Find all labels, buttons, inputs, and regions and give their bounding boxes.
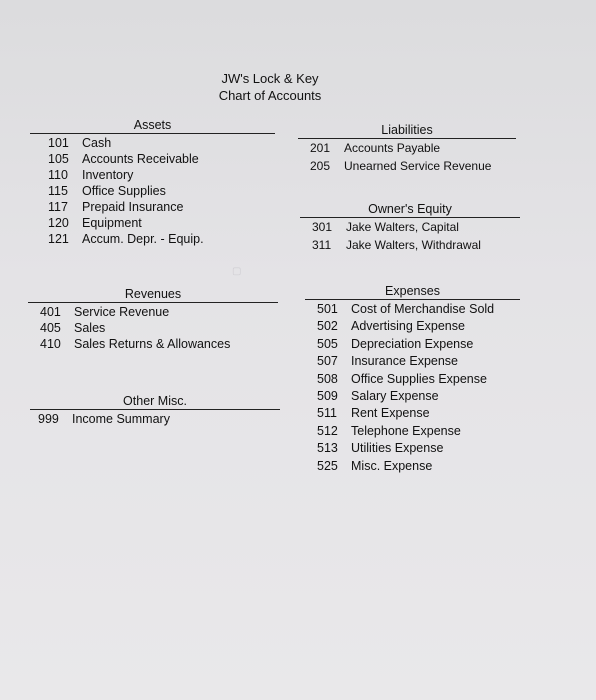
company-name: JW's Lock & Key [221,71,319,86]
account-number: 120 [48,216,69,230]
account-name: Service Revenue [74,305,170,319]
list-item [28,320,278,336]
account-number: 115 [48,184,68,198]
account-name: Sales [74,321,106,335]
account-name: Utilities Expense [351,441,444,456]
account-number: 105 [48,152,69,166]
watermark-mark: ▢ [232,266,243,277]
account-name: Jake Walters, Withdrawal [346,237,481,252]
account-name: Accounts Receivable [82,152,199,166]
account-name: Rent Expense [351,406,430,421]
account-number: 110 [48,168,68,182]
account-name: Insurance Expense [351,354,459,369]
list-item [30,183,275,199]
other-misc-list [30,411,280,427]
revenues-list [28,304,278,352]
revenues-heading: Revenues [28,287,278,303]
account-name: Unearned Service Revenue [344,158,492,173]
account-name: Accounts Payable [344,141,441,155]
other-misc-heading: Other Misc. [30,394,280,410]
list-item [30,167,275,183]
assets-section [30,118,275,247]
account-number: 999 [38,412,59,426]
list-item [305,353,520,370]
account-number: 311 [312,237,332,252]
revenues-section [28,287,278,352]
account-number: 121 [48,232,69,246]
list-item [30,411,280,427]
account-name: Misc. Expense [351,458,433,473]
list-item [305,336,520,353]
liabilities-list [298,140,516,175]
owners-equity-heading: Owner's Equity [300,202,520,218]
list-item [30,135,275,151]
account-number: 117 [48,200,68,214]
account-number: 525 [317,458,338,473]
owners-equity-section [300,202,520,254]
account-name: Accum. Depr. - Equip. [82,232,204,246]
account-number: 401 [40,305,61,319]
list-item [28,336,278,352]
account-number: 502 [317,319,338,334]
owners-equity-list [300,219,520,254]
list-item [305,458,520,475]
account-name: Cash [82,136,112,150]
account-number: 301 [312,220,333,234]
account-name: Jake Walters, Capital [346,220,459,234]
expenses-section [305,284,520,475]
account-name: Income Summary [72,412,170,426]
account-name: Inventory [82,168,134,182]
account-name: Equipment [82,216,142,230]
account-number: 410 [40,337,61,351]
account-number: 511 [317,406,337,421]
account-name: Prepaid Insurance [82,200,184,214]
list-item [305,371,520,388]
expenses-heading: Expenses [305,284,520,300]
account-name: Depreciation Expense [351,336,474,351]
list-item [305,440,520,457]
assets-list [30,135,275,247]
account-number: 201 [310,141,331,155]
account-name: Office Supplies [82,184,166,198]
expenses-list [305,301,520,475]
list-item [305,423,520,440]
liabilities-section [298,123,516,175]
account-number: 509 [317,389,338,404]
account-number: 508 [317,371,338,386]
account-number: 512 [317,423,338,438]
list-item [30,231,275,247]
list-item [28,304,278,320]
other-misc-section [30,394,280,427]
account-number: 205 [310,158,331,173]
list-item [305,301,520,318]
document-title: Chart of Accounts [218,88,322,103]
account-number: 405 [40,321,61,335]
account-name: Cost of Merchandise Sold [351,302,495,316]
list-item [305,318,520,335]
list-item [298,140,516,158]
account-name: Office Supplies Expense [351,371,487,386]
account-name: Advertising Expense [351,319,465,334]
account-number: 501 [317,302,338,316]
account-number: 505 [317,336,338,351]
assets-heading: Assets [30,118,275,134]
list-item [298,158,516,176]
account-name: Telephone Expense [351,423,461,438]
list-item [300,219,520,237]
list-item [305,405,520,422]
account-number: 101 [48,136,69,150]
list-item [30,199,275,215]
liabilities-heading: Liabilities [298,123,516,139]
account-number: 507 [317,354,338,369]
account-name: Sales Returns & Allowances [74,337,231,351]
account-name: Salary Expense [351,389,439,404]
list-item [30,215,275,231]
list-item [305,388,520,405]
list-item [300,237,520,255]
document-header [200,70,340,104]
account-number: 513 [317,441,338,456]
list-item [30,151,275,167]
